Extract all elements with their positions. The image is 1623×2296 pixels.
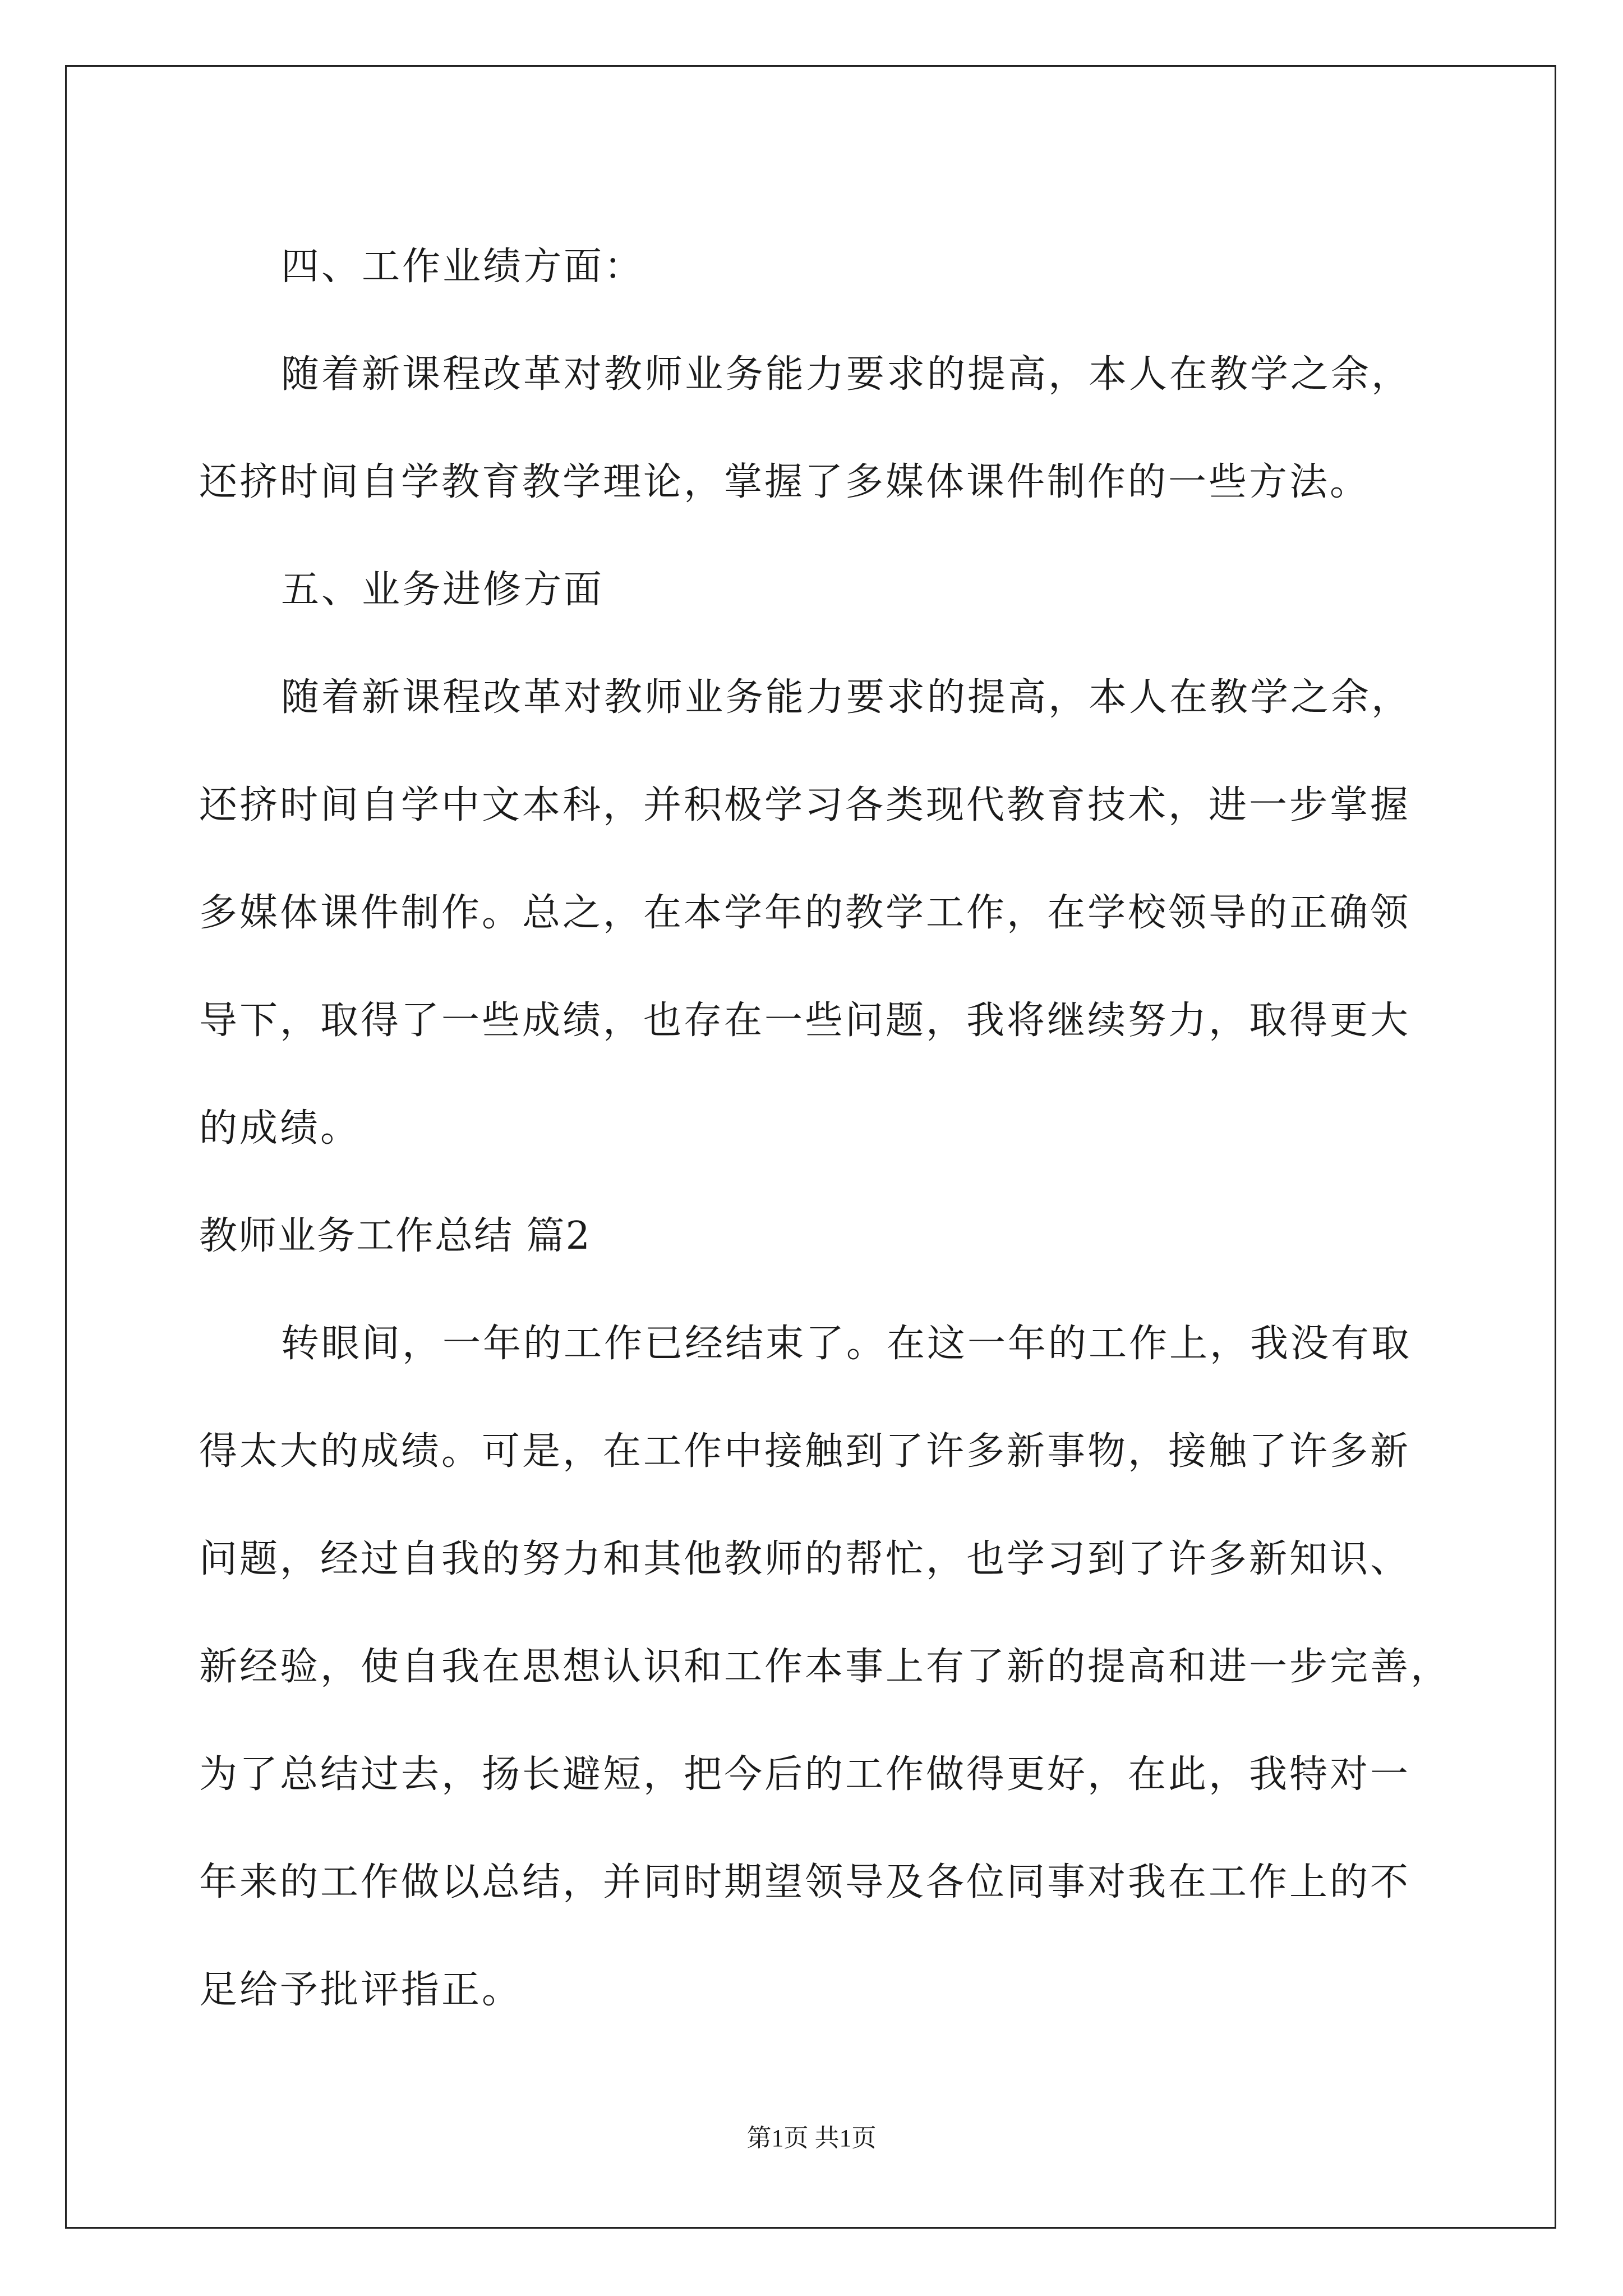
paragraph-line: 导下，取得了一些成绩，也存在一些问题，我将继续努力，取得更大 — [199, 999, 1411, 1043]
paragraph-line: 为了总结过去，扬长避短，把今后的工作做得更好，在此，我特对一 — [199, 1752, 1411, 1797]
paragraph-line: 问题，经过自我的努力和其他教师的帮忙，也学习到了许多新知识、 — [199, 1537, 1411, 1581]
paragraph-line: 得太大的成绩。可是，在工作中接触到了许多新事物，接触了许多新 — [199, 1429, 1411, 1474]
paragraph-line: 的成绩。 — [199, 1106, 361, 1151]
paragraph-line: 还挤时间自学教育教学理论，掌握了多媒体课件制作的一些方法。 — [199, 460, 1371, 504]
paragraph-line: 还挤时间自学中文本科，并积极学习各类现代教育技术，进一步掌握 — [199, 783, 1411, 827]
paragraph-line: 转眼间，一年的工作已经结束了。在这一年的工作上，我没有取 — [281, 1322, 1412, 1366]
section-heading-work-performance: 四、工作业绩方面： — [281, 245, 645, 289]
paragraph-line: 多媒体课件制作。总之，在本学年的教学工作，在学校领导的正确领 — [199, 891, 1411, 935]
page-number-footer: 第1页 共1页 — [746, 2124, 877, 2152]
section-heading-professional-study: 五、业务进修方面 — [281, 568, 605, 612]
paragraph-line: 新经验，使自我在思想认识和工作本事上有了新的提高和进一步完善， — [199, 1645, 1451, 1689]
article-title: 教师业务工作总结 篇2 — [199, 1214, 591, 1258]
paragraph-line: 随着新课程改革对教师业务能力要求的提高，本人在教学之余， — [281, 352, 1412, 397]
paragraph-line: 年来的工作做以总结，并同时期望领导及各位同事对我在工作上的不 — [199, 1860, 1411, 1904]
paragraph-line: 随着新课程改革对教师业务能力要求的提高，本人在教学之余， — [281, 675, 1412, 720]
document-body — [199, 213, 1451, 2044]
paragraph-line: 足给予批评指正。 — [199, 1968, 523, 2012]
